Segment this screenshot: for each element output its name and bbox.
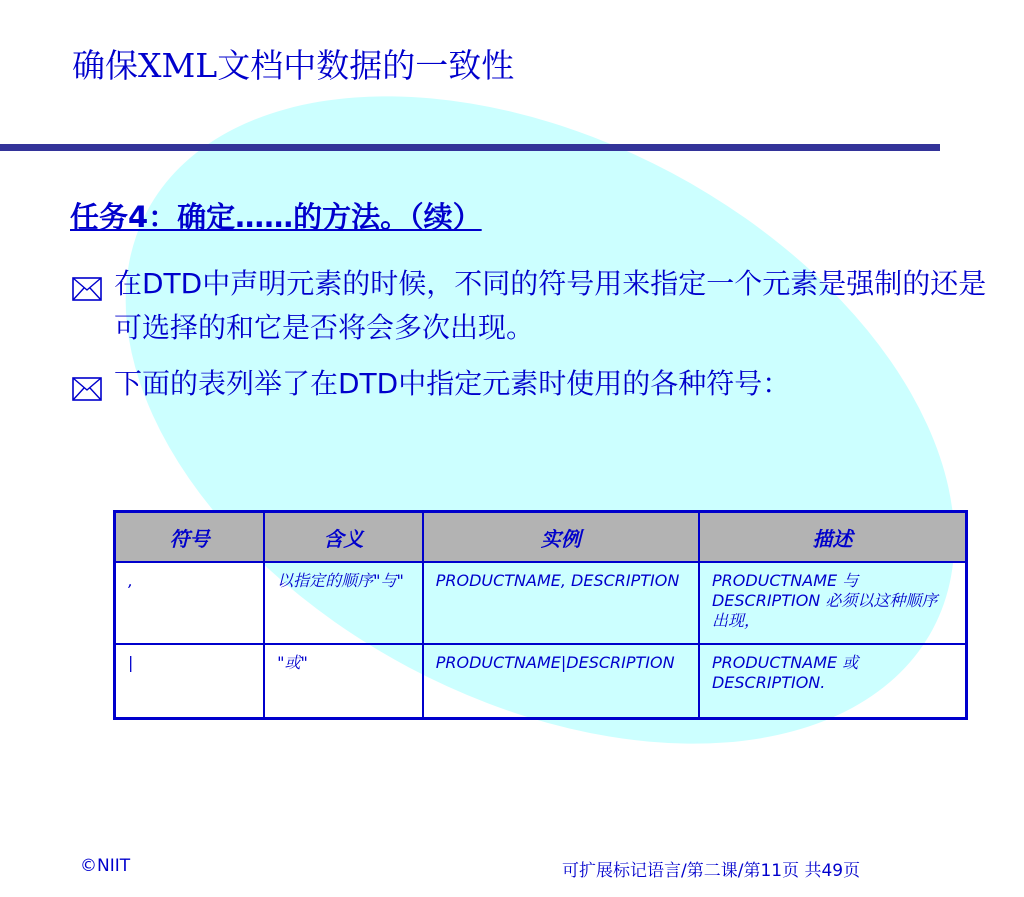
table-cell: PRODUCTNAME, DESCRIPTION	[423, 562, 699, 644]
bullet-item	[72, 362, 992, 406]
column-header: 实例	[423, 512, 699, 563]
table-row	[115, 562, 967, 644]
table-cell: PRODUCTNAME 或 DESCRIPTION.	[699, 644, 967, 719]
bullet-text: 下面的表列举了在DTD中指定元素时使用的各种符号：	[114, 367, 791, 400]
column-header: 描述	[699, 512, 967, 563]
column-header: 符号	[115, 512, 265, 563]
background-ellipse	[16, 0, 1024, 876]
table-cell: "或"	[264, 644, 423, 719]
section-heading: 任务4：确定……的方法。（续）	[70, 200, 482, 234]
title-divider	[0, 144, 940, 151]
column-header: 含义	[264, 512, 423, 563]
bullet-item	[72, 262, 992, 350]
symbols-table	[113, 510, 968, 720]
table-cell: |	[115, 644, 265, 719]
table-cell: PRODUCTNAME 与 DESCRIPTION 必须以这种顺序出现，	[699, 562, 967, 644]
table-cell: ,	[115, 562, 265, 644]
footer-copyright: ©NIIT	[80, 856, 131, 876]
table-row	[115, 644, 967, 719]
bullet-text: 在DTD中声明元素的时候，不同的符号用来指定一个元素是强制的还是可选择的和它是否将会多次出现。	[114, 267, 987, 344]
footer-page-info: 可扩展标记语言/第二课/第11页 共49页	[562, 861, 861, 881]
envelope-icon	[72, 270, 102, 294]
table-header-row	[115, 512, 967, 563]
envelope-icon	[72, 370, 102, 394]
table-cell: PRODUCTNAME|DESCRIPTION	[423, 644, 699, 719]
page-title: 确保XML文档中数据的一致性	[72, 46, 515, 85]
table-cell: 以指定的顺序"与"	[264, 562, 423, 644]
